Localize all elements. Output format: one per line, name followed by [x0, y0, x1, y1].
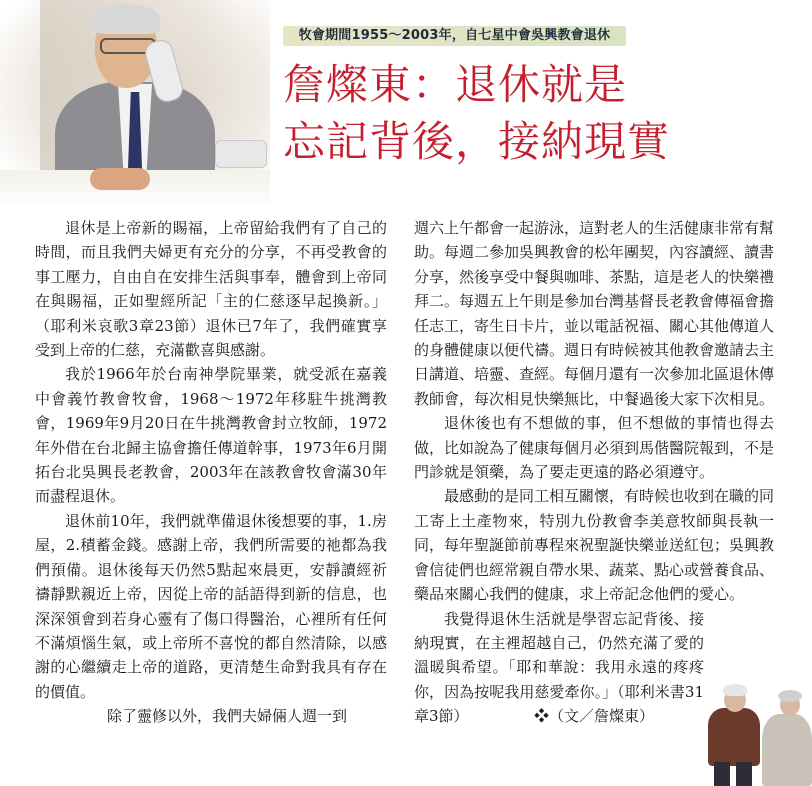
- paragraph: 退休是上帝新的賜福，上帝留給我們有了自己的時間，而且我們夫婦更有充分的分享，不再受教會的事工壓力，自由自在安排生活與事奉，體會到上帝同在與賜福，正如聖經所記「主的仁慈逐早起換新。」（耶利米哀歌3章23節）退休已7年了，我們確實享受到上帝的仁慈，充滿歡喜與感謝。: [35, 219, 387, 360]
- paragraph: 我覺得退休生活就是學習忘記背後、接納現實，在主裡超越自己，仍然充滿了愛的溫暖與希望。「耶和華說：我用永遠的疼疼你，因為按呢我用慈愛牽你。」（耶利米書31章3節）: [414, 609, 704, 726]
- paragraph: 除了靈修以外，我們夫婦倆人週一到: [107, 707, 348, 726]
- couple-woman-body: [762, 714, 812, 786]
- couple-man-body: [708, 708, 760, 766]
- couple-man-leg: [736, 762, 752, 786]
- couple-man-hair: [723, 684, 747, 696]
- photo-hair: [92, 4, 160, 34]
- paragraph: 退休前10年，我們就準備退休後想要的事，1.房屋，2.積蓄金錢。感謝上帝，我們所需要的祂都為我們預備。退休後每天仍然5點起來晨更，安靜讀經祈禱靜默親近上帝，因從上帝的話語得到新的信息，也深深領會到若身心靈有了傷口得醫治，心裡所有任何不滿煩惱生氣，或上帝所不喜悅的都自然清除，以感謝的心繼續走上帝的道路，更清楚生命對我具有存在的價值。: [35, 511, 387, 701]
- paragraph: 我於1966年於台南神學院畢業，就受派在嘉義中會義竹教會牧會，1968～1972年移駐牛挑灣教會，1969年9月20日在牛挑灣教會封立牧師，1972年外借在台北歸主協會擔任傳道幹事，1973年6月開拓台北吳興長老教會，2003年在該教會牧會滿30年而盡程退休。: [35, 365, 387, 506]
- paragraph: 週六上午都會一起游泳，這對老人的生活健康非常有幫助。每週二參加吳興教會的松年團契，內容讀經、讀書分享，然後享受中餐與咖啡、茶點，這是老人的快樂禮拜二。每週五上午則是參加台灣基督長老教會傳福會擔任志工，寄生日卡片，並以電話祝福、關心其他傳道人的身體健康以便代禱。週日有時候被其他教會邀請去主日講道、培靈、查經。每個月還有一次參加北區退休傳教師會，每次相見快樂無比，中餐過後大家下次相見。: [414, 219, 775, 408]
- title-line-2: 忘記背後，接納現實: [283, 117, 671, 166]
- photo-hand: [90, 168, 150, 190]
- title-line-1: 詹燦東：退休就是: [283, 60, 628, 109]
- pastor-photo: [0, 0, 270, 205]
- author-credit: ❖（文／詹燦東）: [534, 707, 655, 726]
- paragraph: 退休後也有不想做的事，但不想做的事情也得去做，比如說為了健康每個月必須到馬偕醫院報到，不是門診就是領藥，為了要走更遠的路必須遵守。: [414, 414, 775, 482]
- paragraph: 最感動的是同工相互關懷，有時候也收到在職的同工寄上土產物來，特別九份教會李美意牧師與長執一同，每年聖誕節前專程來祝聖誕快樂並送紅包；吳興教會信徒們也經常親自帶水果、蔬菜、點心或營養食品、藥品來關心我們的健康，求上帝記念他們的愛心。: [414, 487, 775, 604]
- photo-desk-phone: [215, 140, 267, 168]
- couple-man-leg: [714, 762, 730, 786]
- couple-woman-hair: [778, 690, 802, 702]
- right-column: [414, 216, 774, 729]
- elderly-couple-illustration: [700, 670, 812, 786]
- article-title: [283, 56, 803, 170]
- article-subtitle: 牧會期間1955～2003年，自七星中會吳興教會退休: [283, 26, 626, 46]
- left-column: [35, 216, 387, 729]
